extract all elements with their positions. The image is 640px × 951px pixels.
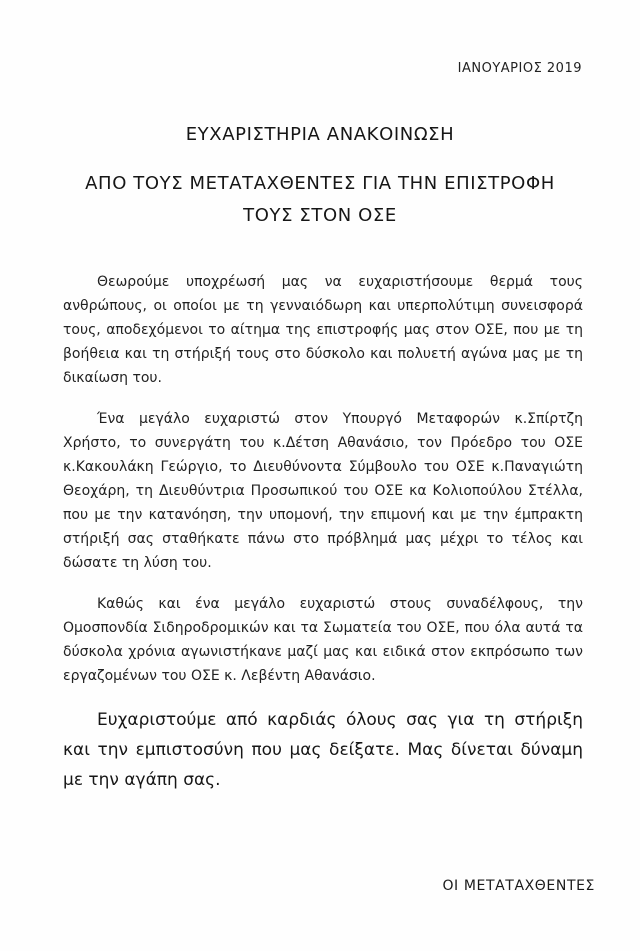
paragraph-gratitude: Θεωρούμε υποχρέωσή μας να ευχαριστήσουμε θερμά τους ανθρώπους, οι οποίοι με τη γενναιόδωρη και υπερπολύτιμη συνεισφορά τους, αποδεχόμενοι το αίτημα της επιστροφής μας στον ΟΣΕ, που με τη βοήθεια και τη στήριξή τους στο δύσκολο και πολυετή αγώνα μας με τη δικαίωση του.	[63, 274, 583, 386]
subtitle-line-1: ΑΠΟ ΤΟΥΣ ΜΕΤΑΤΑΧΘΕΝΤΕΣ ΓΙΑ ΤΗΝ ΕΠΙΣΤΡΟΦΗ	[85, 173, 555, 194]
document-date: ΙΑΝΟΥΑΡΙΟΣ 2019	[457, 61, 582, 76]
subtitle-line-2: ΤΟΥΣ ΣΤΟΝ ΟΣΕ	[243, 205, 397, 226]
paragraph-colleagues-thanks: Καθώς και ένα μεγάλο ευχαριστώ στους συναδέλφους, την Ομοσπονδία Σιδηροδρομικών και τα Σωματεία του ΟΣΕ, που όλα αυτά τα δύσκολα χρόνια αγωνιστήκανε μαζί μας και ειδικά στον εκπρόσωπο των εργαζομένων του ΟΣΕ κ. Λεβέντη Αθανάσιο.	[63, 596, 583, 684]
document-title: ΕΥΧΑΡΙΣΤΗΡΙΑ ΑΝΑΚΟΙΝΩΣΗ	[185, 124, 455, 145]
document-body	[63, 270, 583, 812]
paragraph-ministry-thanks: Ένα μεγάλο ευχαριστώ στον Υπουργό Μεταφορών κ.Σπίρτζη Χρήστο, το συνεργάτη του κ.Δέτση Αθανάσιο, τον Πρόεδρο του ΟΣΕ κ.Κακουλάκη Γεώργιο, το Διευθύνοντα Σύμβουλο του ΟΣΕ κ.Παναγιώτη Θεοχάρη, τη Διευθύντρια Προσωπικού του ΟΣΕ κα Κολιοπούλου Στέλλα, που με την κατανόηση, την υπομονή, την επιμονή και με την έμπρακτη στήριξή σας σταθήκατε πάνω στο πρόβλημά μας μέχρι το τέλος και δώσατε τη λύση του.	[63, 411, 583, 571]
document-subtitle	[40, 168, 600, 232]
document-signature: ΟΙ ΜΕΤΑΤΑΧΘΕΝΤΕΣ	[442, 878, 595, 894]
paragraph-closing: Ευχαριστούμε από καρδιάς όλους σας για τη στήριξη και την εμπιστοσύνη που μας δείξατε. Μας δίνεται δύναμη με την αγάπη σας.	[63, 710, 583, 790]
